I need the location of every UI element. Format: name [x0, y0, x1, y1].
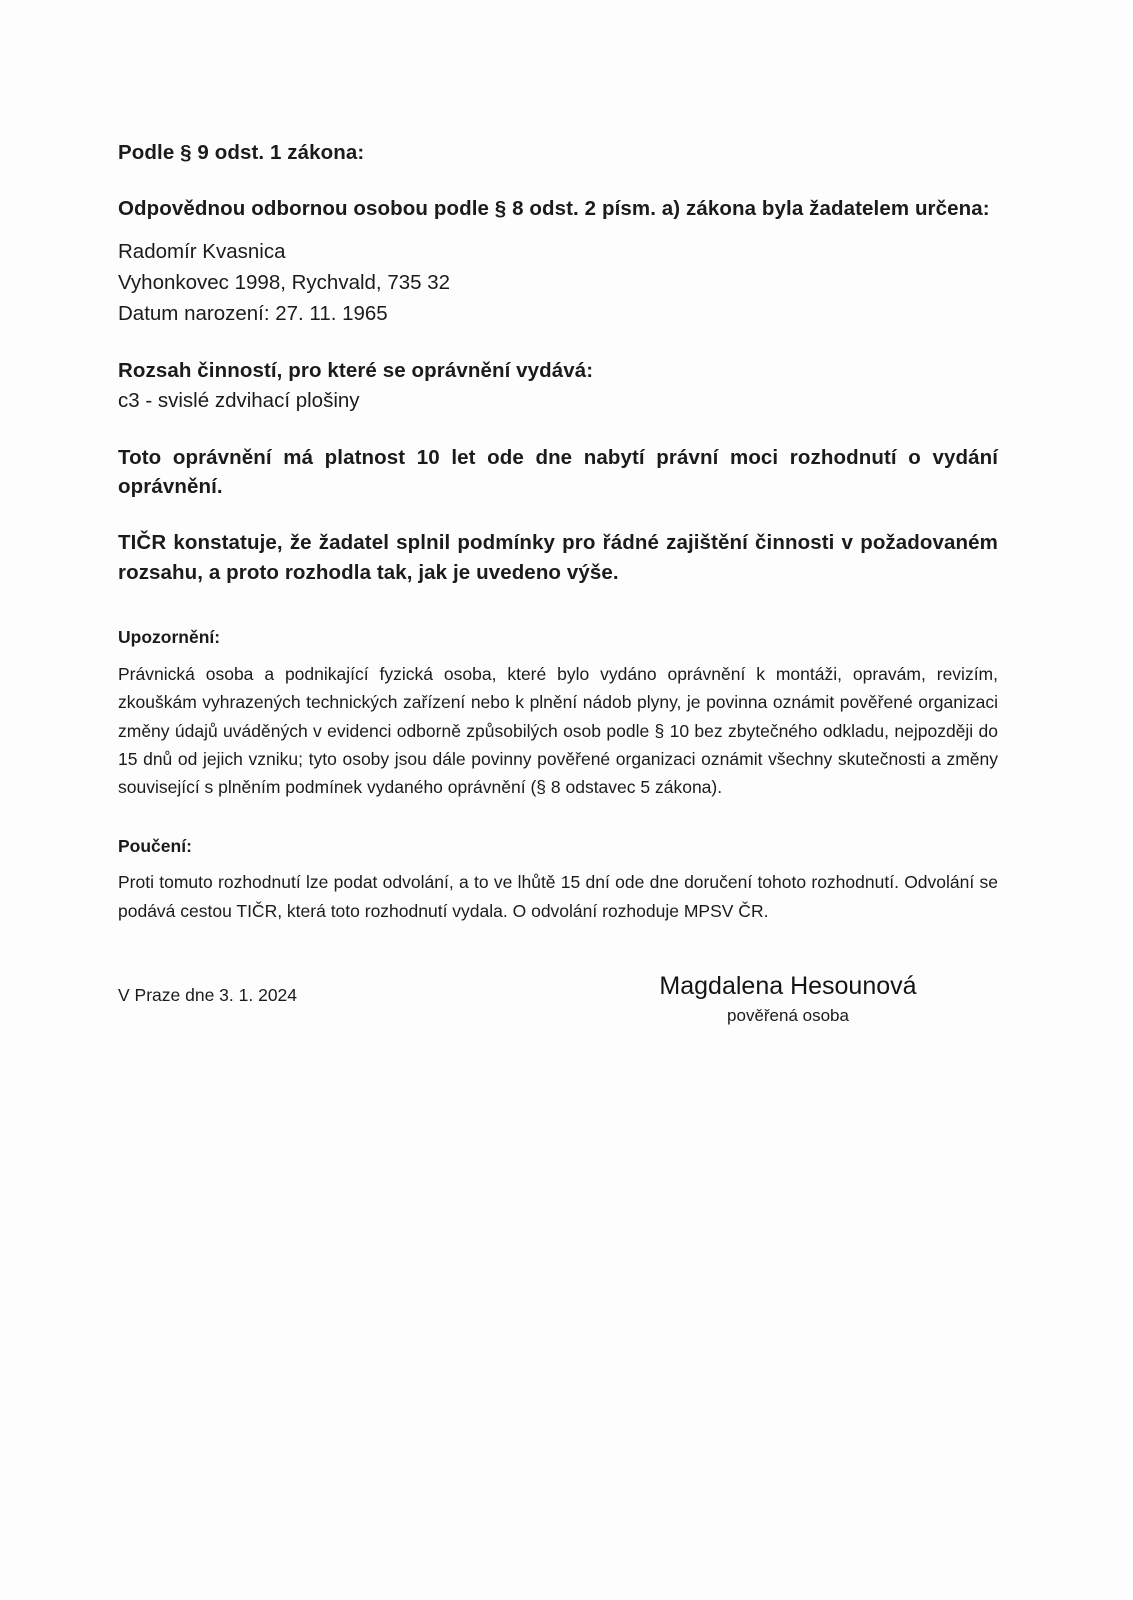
- notice-section: [118, 625, 998, 801]
- notice-text: Právnická osoba a podnikající fyzická osoba, které bylo vydáno oprávnění k montáži, opravám, revizím, zkouškám vyhrazených technických zařízení nebo k plnění nádob plyny, je povinna oznámit pověřené organizaci změny údajů uváděných v evidenci odborně způsobilých osob podle § 10 bez zbytečného odkladu, nejpozději do 15 dnů od jejich vzniku; tyto osoby jsou dále povinny pověřené organizaci oznámit všechny skutečnosti a změny související s plněním podmínek vydaného oprávnění (§ 8 odstavec 5 zákona).: [118, 663, 998, 798]
- section-heading-law: Podle § 9 odst. 1 zákona:: [118, 141, 365, 164]
- person-name: Radomír Kvasnica: [118, 240, 286, 264]
- document-body: [118, 138, 998, 1026]
- validity-text: Toto oprávnění má platnost 10 let ode dne nabytí právní moci rozhodnutí o vydání oprávnění.: [118, 445, 998, 499]
- signature-name: Magdalena Hesounová: [659, 971, 917, 1000]
- instruction-heading: Poučení:: [118, 835, 192, 856]
- notice-heading: Upozornění:: [118, 627, 221, 648]
- instruction-section: [118, 834, 998, 925]
- person-address: Vyhonkovec 1998, Rychvald, 735 32: [118, 271, 451, 295]
- signature-block: [118, 971, 998, 1026]
- place-and-date: V Praze dne 3. 1. 2024: [118, 984, 298, 1005]
- instruction-text: Proti tomuto rozhodnutí lze podat odvolání, a to ve lhůtě 15 dní ode dne doručení tohoto rozhodnutí. Odvolání se podává cestou TIČR, která toto rozhodnutí vydala. O odvolání rozhoduje MPSV ČR.: [118, 872, 998, 921]
- statement-section: [118, 528, 998, 587]
- signature-role: pověřená osoba: [727, 1005, 849, 1025]
- signer: [578, 971, 998, 1026]
- person-birth-date: Datum narození: 27. 11. 1965: [118, 301, 388, 325]
- statement-text: TIČR konstatuje, že žadatel splnil podmínky pro řádné zajištění činnosti v požadovaném rozsahu, a proto rozhodla tak, jak je uvedeno výše.: [118, 531, 998, 584]
- validity-section: [118, 443, 998, 502]
- person-details: [118, 237, 998, 329]
- scope-section: [118, 356, 998, 417]
- scope-value: c3 - svislé zdvihací plošiny: [118, 389, 360, 413]
- responsible-person-section: [118, 194, 998, 330]
- responsible-person-heading: Odpovědnou odbornou osobou podle § 8 odst. 2 písm. a) zákona byla žadatelem určena:: [118, 196, 990, 220]
- scope-heading: Rozsah činností, pro které se oprávnění vydává:: [118, 358, 594, 382]
